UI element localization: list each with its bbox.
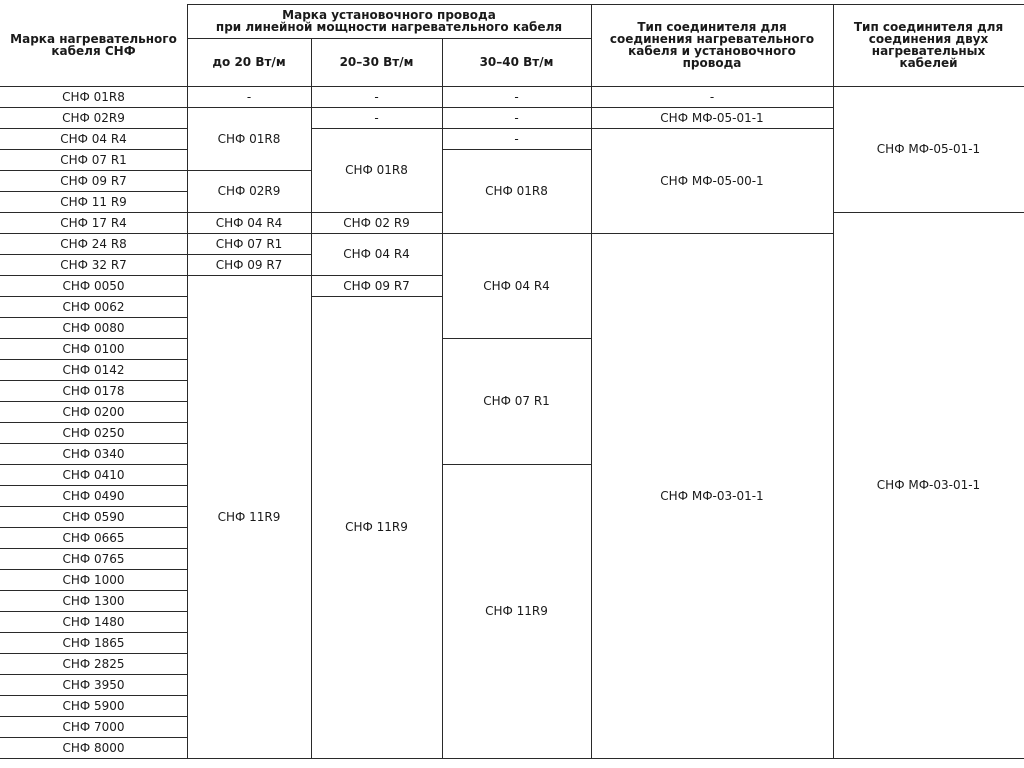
cable-brand-cell: СНФ 8000 <box>62 740 125 755</box>
header-power-20-30: 20–30 Вт/м <box>339 55 414 69</box>
column-divider <box>833 4 834 758</box>
header-connector-two-cables: Тип соединителя для соединения двух нагревательных кабелей <box>853 20 1004 70</box>
cable-brand-cell: СНФ 3950 <box>62 677 125 692</box>
wire-up-to-20-cell: СНФ 02R9 <box>217 184 281 198</box>
row-divider <box>591 4 1024 5</box>
wire-20-30-cell: СНФ 01R8 <box>345 163 408 177</box>
column-divider <box>442 38 443 758</box>
cable-brand-cell: СНФ 04 R4 <box>60 131 127 146</box>
connector-two-cables-cell: СНФ МФ-05-01-1 <box>876 142 981 156</box>
row-divider <box>0 758 187 759</box>
cable-brand-cell: СНФ 0050 <box>62 278 125 293</box>
cable-brand-cell: СНФ 32 R7 <box>60 257 127 272</box>
cable-brand-cell: СНФ 0765 <box>62 551 125 566</box>
cable-brand-cell: СНФ 0080 <box>62 320 125 335</box>
wire-30-40-cell: - <box>514 89 519 104</box>
wire-30-40-cell: СНФ 07 R1 <box>483 394 550 408</box>
header-wire-brand-line1: Марка установочного провода <box>282 8 496 22</box>
connector-cable-wire-cell: - <box>709 89 715 104</box>
cable-brand-cell: СНФ 7000 <box>62 719 125 734</box>
wire-20-30-cell: СНФ 02 R9 <box>343 215 410 230</box>
row-divider <box>442 758 591 759</box>
row-divider <box>591 758 833 759</box>
cable-brand-cell: СНФ 0178 <box>62 383 125 398</box>
cable-brand-cell: СНФ 02R9 <box>62 110 125 125</box>
row-divider <box>187 758 311 759</box>
row-divider <box>187 38 591 39</box>
header-wire-brand-title <box>187 4 591 38</box>
cable-brand-cell: СНФ 07 R1 <box>60 152 127 167</box>
cable-brand-cell: СНФ 1300 <box>62 593 125 608</box>
cable-brand-cell: СНФ 0590 <box>62 509 125 524</box>
row-divider <box>0 86 1024 87</box>
cable-brand-cell: СНФ 0062 <box>62 299 125 314</box>
connector-cable-wire-cell: СНФ МФ-03-01-1 <box>660 488 764 503</box>
row-divider <box>311 758 442 759</box>
wire-up-to-20-cell: - <box>246 89 252 104</box>
cable-brand-cell: СНФ 01R8 <box>62 89 125 104</box>
wire-20-30-cell: СНФ 04 R4 <box>343 247 410 261</box>
wire-up-to-20-cell: СНФ 09 R7 <box>215 257 283 272</box>
header-connector-cable-wire: Тип соединителя для соединения нагревательного кабеля и установочного провода <box>609 20 815 70</box>
wire-30-40-cell: СНФ 04 R4 <box>483 278 550 293</box>
cable-brand-cell: СНФ 1865 <box>62 635 125 650</box>
wire-30-40-cell: СНФ 11R9 <box>485 604 548 618</box>
row-divider <box>187 4 591 5</box>
wire-up-to-20-cell: СНФ 01R8 <box>217 131 281 146</box>
wire-30-40-cell: - <box>514 110 519 125</box>
wire-30-40-cell: СНФ 01R8 <box>485 184 548 198</box>
cable-brand-cell: СНФ 11 R9 <box>60 194 127 209</box>
connector-cable-wire-cell: СНФ МФ-05-00-1 <box>660 173 764 188</box>
connector-two-cables-cell: СНФ МФ-03-01-1 <box>876 478 981 492</box>
cable-brand-cell: СНФ 2825 <box>62 656 125 671</box>
cable-brand-cell: СНФ 1480 <box>62 614 125 629</box>
wire-up-to-20-cell: СНФ 07 R1 <box>215 236 283 251</box>
header-power-30-40: 30–40 Вт/м <box>479 55 554 69</box>
cable-brand-cell: СНФ 09 R7 <box>60 173 127 188</box>
cable-brand-cell: СНФ 0340 <box>62 446 125 461</box>
connector-cable-wire-cell: СНФ МФ-05-01-1 <box>660 110 764 125</box>
cable-brand-cell: СНФ 0250 <box>62 425 125 440</box>
cable-brand-cell: СНФ 0490 <box>62 488 125 503</box>
column-divider <box>187 4 188 758</box>
cable-brand-cell: СНФ 24 R8 <box>60 236 127 251</box>
wire-20-30-cell: СНФ 09 R7 <box>343 278 410 293</box>
cable-brand-cell: СНФ 0410 <box>62 467 125 482</box>
cable-brand-cell: СНФ 1000 <box>62 572 125 587</box>
wire-up-to-20-cell: СНФ 11R9 <box>217 509 281 524</box>
wire-30-40-cell: - <box>514 131 519 146</box>
wire-up-to-20-cell: СНФ 04 R4 <box>215 215 283 230</box>
cable-brand-cell: СНФ 0100 <box>62 341 125 356</box>
cable-brand-cell: СНФ 0142 <box>62 362 125 377</box>
header-power-up-to-20: до 20 Вт/м <box>212 55 286 69</box>
header-cable-brand: Марка нагревательного кабеля СНФ <box>10 32 177 58</box>
column-divider <box>311 38 312 758</box>
cable-brand-cell: СНФ 0665 <box>62 530 125 545</box>
cable-brand-cell: СНФ 17 R4 <box>60 215 127 230</box>
row-divider <box>833 758 1024 759</box>
cable-brand-cell: СНФ 5900 <box>62 698 125 713</box>
cable-brand-cell: СНФ 0200 <box>62 404 125 419</box>
header-wire-brand-line2: при линейной мощности нагревательного кабеля <box>215 20 563 34</box>
wire-20-30-cell: - <box>374 89 379 104</box>
column-divider <box>591 4 592 758</box>
wire-20-30-cell: - <box>374 110 379 125</box>
wire-20-30-cell: СНФ 11R9 <box>345 520 408 534</box>
